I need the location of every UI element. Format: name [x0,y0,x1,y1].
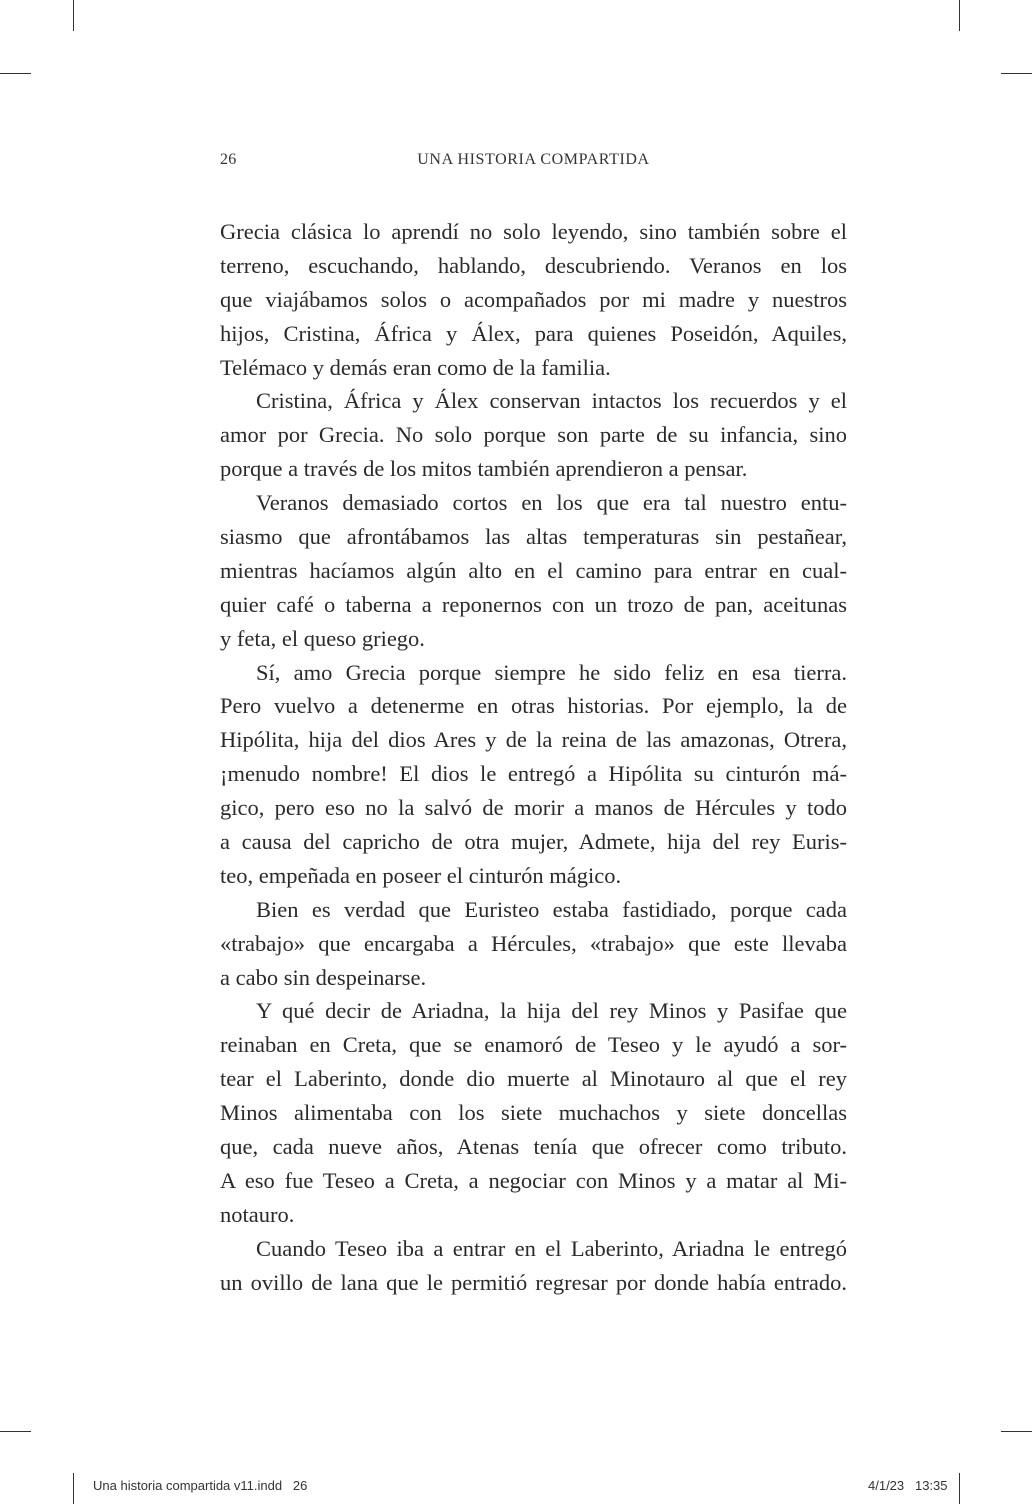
text-line: «trabajo» que encargaba a Hércules, «trabajo» que este llevaba [220,930,847,956]
crop-mark-right-bottom [1001,1431,1032,1432]
text-line: que viajábamos solos o acompañados por mi madre y nuestros [220,286,847,312]
text-line: notauro. [220,1201,295,1227]
crop-mark-bottom-left [73,1473,74,1504]
crop-mark-bottom-right [959,1473,960,1504]
running-head: UNA HISTORIA COMPARTIDA [417,151,650,168]
text-line: gico, pero eso no la salvó de morir a manos de Hércules y todo [220,795,847,821]
slug-date-time: 4/1/23 13:35 [868,1478,948,1493]
crop-mark-left-top [0,73,31,74]
text-line: Pero vuelvo a detenerme en otras historias. Por ejemplo, la de [220,693,847,719]
text-line: a causa del capricho de otra mujer, Admete, hija del rey Euris- [220,829,847,855]
text-line: hijos, Cristina, África y Álex, para quienes Poseidón, Aquiles, [220,320,847,346]
text-line: que, cada nueve años, Atenas tenía que ofrecer como tributo. [220,1134,847,1160]
text-line: teo, empeñada en poseer el cinturón mágico. [220,862,622,888]
text-line: quier café o taberna a reponernos con un trozo de pan, aceitunas [220,591,847,617]
text-line: un ovillo de lana que le permitió regresar por donde había entrado. [220,1269,847,1295]
crop-mark-left-bottom [0,1431,31,1432]
text-line: Cristina, África y Álex conservan intactos los recuerdos y el [256,388,847,414]
text-line: reinaban en Creta, que se enamoró de Teseo y le ayudó a sor- [220,1032,847,1058]
text-line: terreno, escuchando, hablando, descubriendo. Veranos en los [220,252,847,278]
text-line: Sí, amo Grecia porque siempre he sido feliz en esa tierra. [256,659,847,685]
text-line: A eso fue Teseo a Creta, a negociar con Minos y a matar al Mi- [220,1167,847,1193]
text-line: siasmo que afrontábamos las altas temperaturas sin pestañear, [220,524,847,550]
text-line: y feta, el queso griego. [220,625,425,651]
text-line: porque a través de los mitos también aprendieron a pensar. [220,456,748,482]
slug-file-info: Una historia compartida v11.indd 26 [93,1478,308,1493]
text-line: tear el Laberinto, donde dio muerte al Minotauro al que el rey [220,1066,847,1092]
text-line: Veranos demasiado cortos en los que era tal nuestro entu- [256,490,847,516]
text-line: Telémaco y demás eran como de la familia. [220,354,611,380]
page-number: 26 [220,151,237,168]
text-line: Hipólita, hija del dios Ares y de la reina de las amazonas, Otrera, [220,727,847,753]
text-line: Bien es verdad que Euristeo estaba fastidiado, porque cada [256,896,847,922]
text-line: Grecia clásica lo aprendí no solo leyendo, sino también sobre el [220,219,847,244]
crop-mark-top-right [959,0,960,31]
text-line: Y qué decir de Ariadna, la hija del rey Minos y Pasifae que [256,998,847,1024]
crop-mark-top-left [73,0,74,31]
text-line: Minos alimentaba con los siete muchachos y siete doncellas [220,1100,847,1126]
body-text [220,215,847,1300]
text-line: a cabo sin despeinarse. [220,964,427,990]
crop-mark-right-top [1001,73,1032,74]
text-line: amor por Grecia. No solo porque son parte de su infancia, sino [220,422,847,448]
text-line: Cuando Teseo iba a entrar en el Laberinto, Ariadna le entregó [256,1235,847,1261]
text-line: ¡menudo nombre! El dios le entregó a Hipólita su cinturón má- [220,761,847,787]
text-line: mientras hacíamos algún alto en el camino para entrar en cual- [220,557,847,583]
